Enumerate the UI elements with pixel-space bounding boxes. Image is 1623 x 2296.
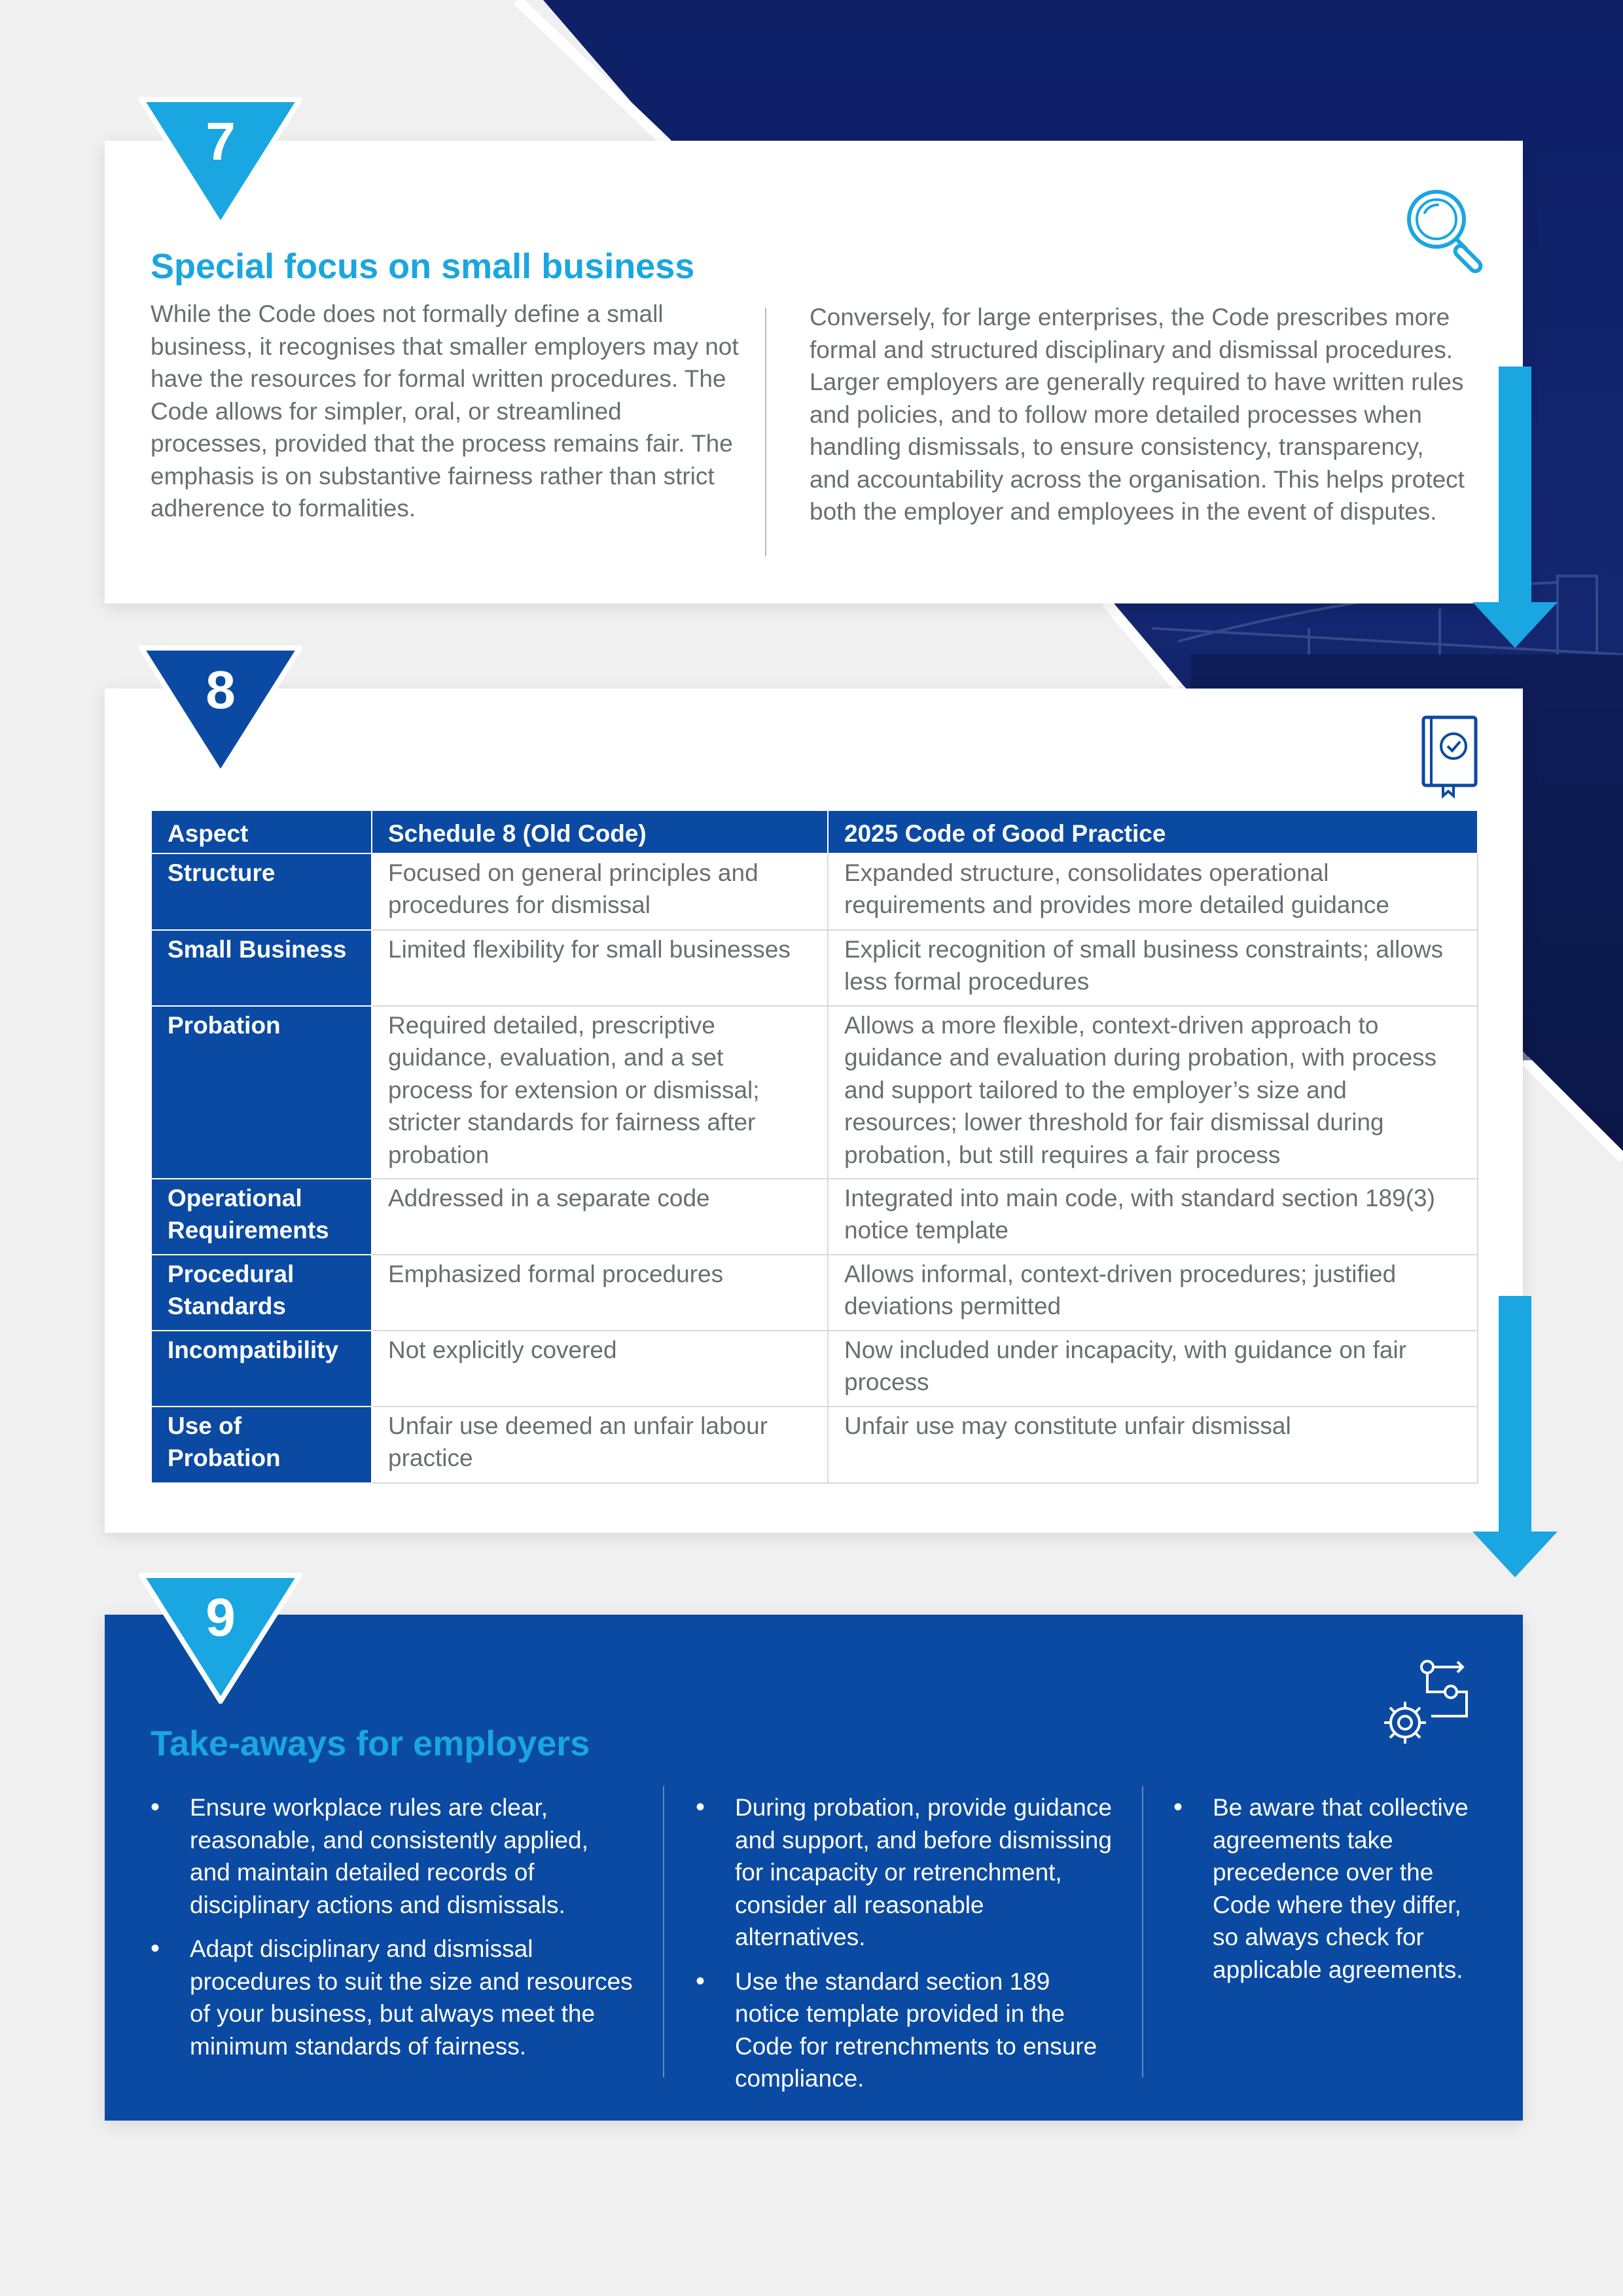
row-new: Expanded structure, consolidates operational requirements and provides more detailed guidance — [828, 853, 1478, 930]
header-old-code: Schedule 8 (Old Code) — [372, 810, 828, 853]
table-row — [151, 1179, 1478, 1255]
row-aspect: Small Business — [151, 930, 372, 1006]
takeaways-column-1 — [151, 1791, 635, 2074]
section-9-card — [105, 1615, 1523, 2121]
table-row — [151, 1407, 1478, 1483]
row-old: Required detailed, prescriptive guidance, evaluation, and a set process for extension or dismissal; stricter standards for fairness after probation — [372, 1006, 828, 1179]
comparison-table — [151, 810, 1478, 1484]
row-aspect: Incompatibility — [151, 1331, 372, 1407]
gear-flow-icon — [1378, 1654, 1482, 1759]
section-7-badge — [139, 97, 302, 228]
section-8-number: 8 — [205, 660, 236, 720]
row-new: Explicit recognition of small business constraints; allows less formal procedures — [828, 930, 1478, 1006]
row-aspect: Operational Requirements — [151, 1179, 372, 1255]
section-7-title: Special focus on small business — [151, 247, 695, 286]
table-row — [151, 1331, 1478, 1407]
book-check-icon — [1417, 713, 1482, 798]
row-new: Unfair use may constitute unfair dismissal — [828, 1407, 1478, 1483]
takeaways-divider — [1142, 1786, 1143, 2077]
section-7-left-text: While the Code does not formally define a small business, it recognises that smaller employers may not have the resources for formal written procedures. The Code allows for simpler, oral, or streamlined processes, provided that the process remains fair. The emphasis is on substantive fairness rather than strict adherence to formalities. — [151, 300, 739, 522]
takeaways-column-3 — [1173, 1791, 1481, 1998]
row-old: Unfair use deemed an unfair labour practice — [372, 1407, 828, 1483]
section-7-right-text: Conversely, for large enterprises, the Code prescribes more formal and structured disciplinary and dismissal procedures. Larger employers are generally required to have written rules and policies, and to follow more detailed processes when handling dismissals, to ensure consistency, transparency, and accountability across the organisation. This helps protect both the employer and employees in the event of disputes. — [810, 304, 1465, 525]
row-old: Limited flexibility for small businesses — [372, 930, 828, 1006]
section-7-number: 7 — [205, 112, 236, 171]
section-7-divider — [765, 308, 766, 556]
row-old: Addressed in a separate code — [372, 1179, 828, 1255]
row-new: Now included under incapacity, with guidance on fair process — [828, 1331, 1478, 1407]
section-7-card — [105, 141, 1523, 603]
header-aspect: Aspect — [151, 810, 372, 853]
table-row — [151, 1006, 1478, 1179]
row-aspect: Procedural Standards — [151, 1255, 372, 1331]
row-aspect: Structure — [151, 853, 372, 930]
section-9-number: 9 — [205, 1588, 236, 1647]
row-aspect: Use of Probation — [151, 1407, 372, 1483]
row-new: Allows a more flexible, context-driven approach to guidance and evaluation during probation, with process and support tailored to the employer’s size and resources; lower threshold for fair dismissal during probation, but still requires a fair process — [828, 1006, 1478, 1179]
table-row — [151, 930, 1478, 1006]
section-9-title: Take-aways for employers — [151, 1724, 590, 1763]
list-item: • Ensure workplace rules are clear, reasonable, and consistently applied, and maintain detailed records of disciplinary actions and dismissals. — [151, 1791, 635, 1921]
row-aspect: Probation — [151, 1006, 372, 1179]
list-item: • During probation, provide guidance and support, and before dismissing for incapacity or retrenchment, consider all reasonable alternatives. — [696, 1791, 1115, 1954]
list-item: • Adapt disciplinary and dismissal procedures to suit the size and resources of your business, but always meet the minimum standards of fairness. — [151, 1933, 635, 2062]
section-8-card — [105, 689, 1523, 1533]
row-old: Emphasized formal procedures — [372, 1255, 828, 1331]
list-item: • Be aware that collective agreements take precedence over the Code where they differ, so always check for applicable agreements. — [1173, 1791, 1481, 1986]
row-old: Not explicitly covered — [372, 1331, 828, 1407]
down-arrow-icon — [1472, 1296, 1558, 1584]
list-item: • Use the standard section 189 notice template provided in the Code for retrenchments to ensure compliance. — [696, 1965, 1115, 2095]
row-new: Allows informal, context-driven procedures; justified deviations permitted — [828, 1255, 1478, 1331]
table-row — [151, 853, 1478, 930]
table-header-row — [151, 810, 1478, 853]
takeaways-divider — [663, 1786, 664, 2077]
magnifier-icon — [1397, 180, 1495, 278]
row-old: Focused on general principles and procedures for dismissal — [372, 853, 828, 930]
takeaways-column-2 — [696, 1791, 1115, 2107]
table-row — [151, 1255, 1478, 1331]
row-new: Integrated into main code, with standard section 189(3) notice template — [828, 1179, 1478, 1255]
section-9-badge — [139, 1573, 302, 1704]
header-new-code: 2025 Code of Good Practice — [828, 810, 1478, 853]
section-8-badge — [139, 645, 302, 776]
down-arrow-icon — [1472, 367, 1558, 655]
